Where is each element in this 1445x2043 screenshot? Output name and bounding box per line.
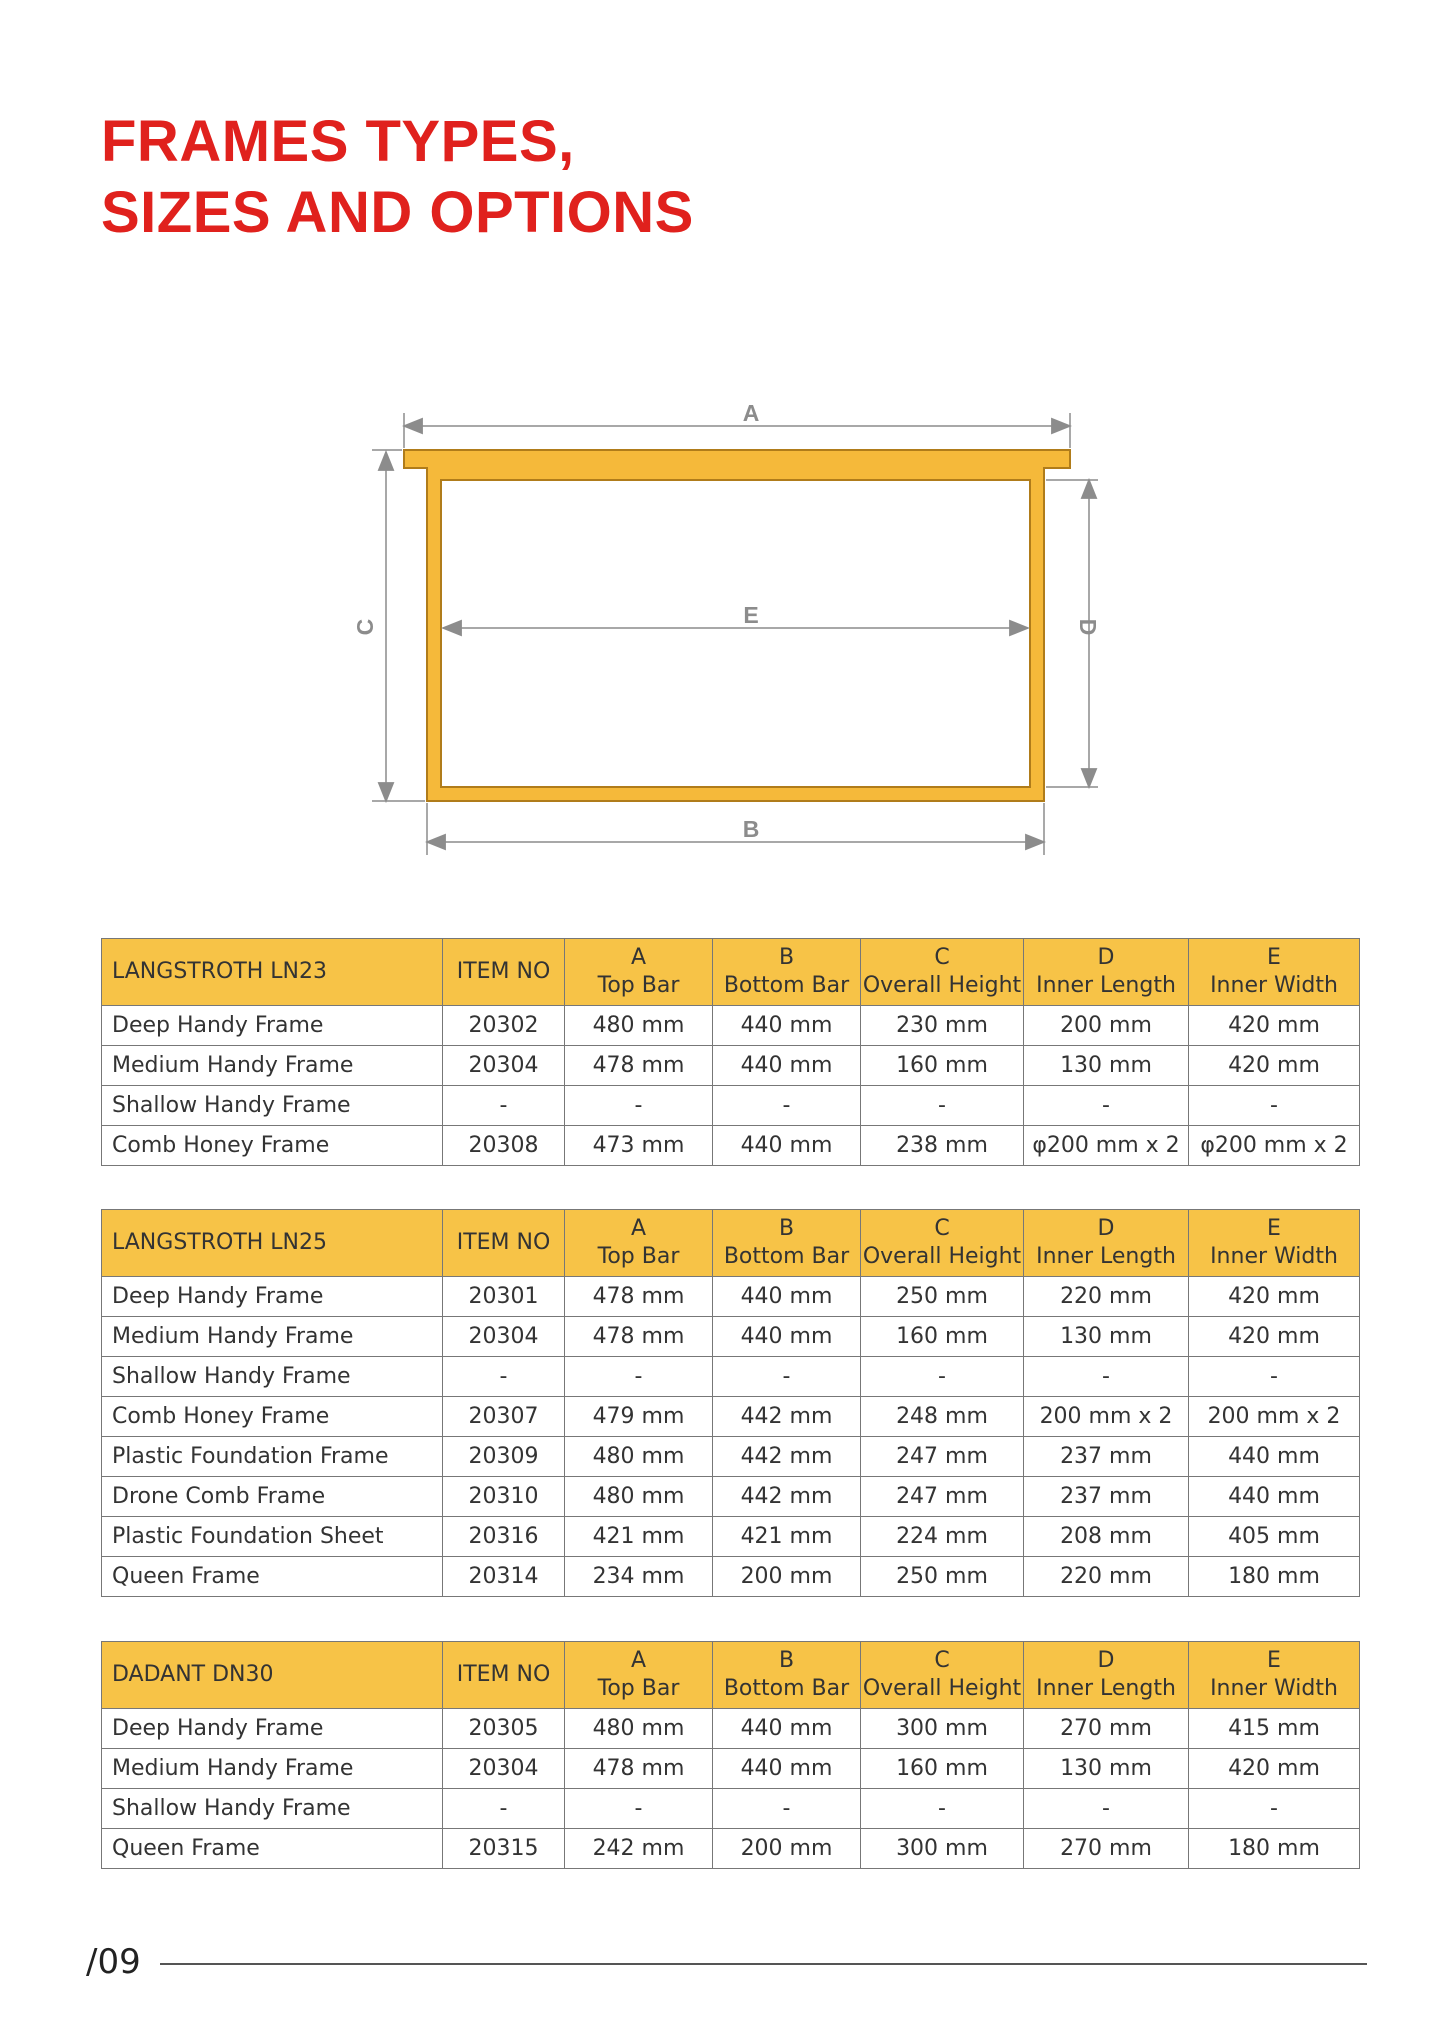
- title-line-2: SIZES AND OPTIONS: [101, 180, 694, 245]
- header-label: Bottom Bar: [723, 1676, 850, 1701]
- inner-length-header: [1024, 939, 1189, 1006]
- item-no-cell: 20314: [443, 1557, 565, 1597]
- top-bar-cell: -: [565, 1086, 713, 1126]
- spec-table-dn30: [101, 1641, 1360, 1869]
- top-bar-cell: 480 mm: [565, 1477, 713, 1517]
- overall-height-header: [861, 939, 1024, 1006]
- inner-length-header: [1024, 1642, 1189, 1709]
- header-label: Inner Length: [1036, 1244, 1176, 1269]
- table-row: [102, 1397, 1360, 1437]
- overall-height-cell: -: [861, 1789, 1024, 1829]
- header-label: Inner Length: [1036, 973, 1176, 998]
- bottom-bar-header: [713, 1210, 861, 1277]
- bottom-bar-cell: 200 mm: [713, 1557, 861, 1597]
- top-bar-cell: 479 mm: [565, 1397, 713, 1437]
- inner-width-cell: 405 mm: [1189, 1517, 1360, 1557]
- inner-length-cell: 208 mm: [1024, 1517, 1189, 1557]
- inner-width-cell: φ200 mm x 2: [1189, 1126, 1360, 1166]
- group-title: LANGSTROTH LN25: [102, 1210, 443, 1277]
- header-letter: D: [1097, 1216, 1115, 1241]
- footer-divider: [160, 1963, 1367, 1965]
- inner-length-cell: 220 mm: [1024, 1277, 1189, 1317]
- item-no-cell: 20304: [443, 1046, 565, 1086]
- top-bar-cell: 480 mm: [565, 1437, 713, 1477]
- overall-height-cell: 250 mm: [861, 1277, 1024, 1317]
- item-no-cell: -: [443, 1357, 565, 1397]
- inner-length-cell: 130 mm: [1024, 1749, 1189, 1789]
- top-bar-cell: 478 mm: [565, 1749, 713, 1789]
- spec-table-ln23: [101, 938, 1360, 1166]
- bottom-bar-cell: 442 mm: [713, 1397, 861, 1437]
- item-no-cell: 20310: [443, 1477, 565, 1517]
- overall-height-cell: 238 mm: [861, 1126, 1024, 1166]
- bottom-bar-cell: -: [713, 1789, 861, 1829]
- header-letter: E: [1267, 1216, 1281, 1241]
- inner-length-cell: 130 mm: [1024, 1046, 1189, 1086]
- item-no-cell: -: [443, 1789, 565, 1829]
- table-row: [102, 1517, 1360, 1557]
- bottom-bar-cell: 440 mm: [713, 1317, 861, 1357]
- inner-length-cell: -: [1024, 1357, 1189, 1397]
- header-label: Top Bar: [597, 1676, 680, 1701]
- frame-name-cell: Plastic Foundation Sheet: [102, 1517, 443, 1557]
- inner-width-cell: 180 mm: [1189, 1829, 1360, 1869]
- label-c: C: [352, 618, 378, 636]
- frame-name-cell: Drone Comb Frame: [102, 1477, 443, 1517]
- group-title: DADANT DN30: [102, 1642, 443, 1709]
- header-letter: A: [630, 1648, 647, 1673]
- label-e: E: [743, 602, 759, 628]
- frame-dimension-diagram: [0, 0, 1445, 900]
- bottom-bar-header: [713, 939, 861, 1006]
- table-row: [102, 1829, 1360, 1869]
- item-no-header: ITEM NO: [443, 1210, 565, 1277]
- header-letter: A: [630, 1216, 647, 1241]
- inner-width-cell: 420 mm: [1189, 1046, 1360, 1086]
- frame-name-cell: Shallow Handy Frame: [102, 1789, 443, 1829]
- overall-height-header: [861, 1642, 1024, 1709]
- frame-name-cell: Deep Handy Frame: [102, 1277, 443, 1317]
- top-bar-cell: 478 mm: [565, 1277, 713, 1317]
- inner-length-cell: 130 mm: [1024, 1317, 1189, 1357]
- frame-name-cell: Shallow Handy Frame: [102, 1357, 443, 1397]
- inner-width-header: [1189, 1210, 1360, 1277]
- frame-name-cell: Medium Handy Frame: [102, 1317, 443, 1357]
- frame-name-cell: Shallow Handy Frame: [102, 1086, 443, 1126]
- inner-length-cell: -: [1024, 1789, 1189, 1829]
- inner-length-cell: 270 mm: [1024, 1829, 1189, 1869]
- top-bar-cell: 480 mm: [565, 1006, 713, 1046]
- item-no-cell: -: [443, 1086, 565, 1126]
- title-line-1: FRAMES TYPES,: [101, 109, 575, 174]
- top-bar-cell: 473 mm: [565, 1126, 713, 1166]
- overall-height-cell: 224 mm: [861, 1517, 1024, 1557]
- inner-length-cell: 220 mm: [1024, 1557, 1189, 1597]
- header-letter: C: [934, 945, 950, 970]
- item-no-cell: 20302: [443, 1006, 565, 1046]
- bottom-bar-cell: 440 mm: [713, 1277, 861, 1317]
- bottom-bar-cell: 442 mm: [713, 1437, 861, 1477]
- bottom-bar-cell: 440 mm: [713, 1709, 861, 1749]
- header-label: Inner Width: [1210, 973, 1338, 998]
- header-letter: D: [1097, 1648, 1115, 1673]
- inner-width-cell: 420 mm: [1189, 1749, 1360, 1789]
- top-bar-cell: 234 mm: [565, 1557, 713, 1597]
- header-letter: A: [630, 945, 647, 970]
- header-label: Top Bar: [597, 1244, 680, 1269]
- inner-length-cell: 200 mm: [1024, 1006, 1189, 1046]
- page-number: /09: [86, 1942, 141, 1982]
- overall-height-cell: 230 mm: [861, 1006, 1024, 1046]
- inner-width-cell: 420 mm: [1189, 1006, 1360, 1046]
- header-label: Inner Width: [1210, 1676, 1338, 1701]
- inner-width-cell: 415 mm: [1189, 1709, 1360, 1749]
- table-header-row: [102, 939, 1360, 1006]
- label-a: A: [742, 400, 760, 426]
- table-row: [102, 1557, 1360, 1597]
- header-letter: C: [934, 1216, 950, 1241]
- top-bar-header: [565, 1210, 713, 1277]
- inner-width-cell: 420 mm: [1189, 1277, 1360, 1317]
- top-bar-cell: 478 mm: [565, 1046, 713, 1086]
- frame-shape: [404, 450, 1070, 801]
- inner-length-header: [1024, 1210, 1189, 1277]
- item-no-header: ITEM NO: [443, 939, 565, 1006]
- table-row: [102, 1437, 1360, 1477]
- inner-length-cell: 237 mm: [1024, 1477, 1189, 1517]
- table-row: [102, 1789, 1360, 1829]
- item-no-cell: 20316: [443, 1517, 565, 1557]
- header-label: Bottom Bar: [723, 973, 850, 998]
- inner-length-cell: -: [1024, 1086, 1189, 1126]
- inner-width-header: [1189, 939, 1360, 1006]
- header-letter: B: [778, 1216, 795, 1241]
- overall-height-cell: 250 mm: [861, 1557, 1024, 1597]
- header-label: Overall Height: [862, 1244, 1022, 1269]
- table-row: [102, 1357, 1360, 1397]
- table-row: [102, 1749, 1360, 1789]
- bottom-bar-cell: 200 mm: [713, 1829, 861, 1869]
- inner-length-cell: 200 mm x 2: [1024, 1397, 1189, 1437]
- header-label: Overall Height: [862, 1676, 1022, 1701]
- frame-name-cell: Plastic Foundation Frame: [102, 1437, 443, 1477]
- bottom-bar-cell: 440 mm: [713, 1006, 861, 1046]
- overall-height-cell: 247 mm: [861, 1437, 1024, 1477]
- top-bar-cell: 478 mm: [565, 1317, 713, 1357]
- frame-name-cell: Medium Handy Frame: [102, 1749, 443, 1789]
- header-label: Overall Height: [862, 973, 1022, 998]
- inner-width-cell: -: [1189, 1789, 1360, 1829]
- bottom-bar-header: [713, 1642, 861, 1709]
- item-no-cell: 20307: [443, 1397, 565, 1437]
- inner-width-cell: 200 mm x 2: [1189, 1397, 1360, 1437]
- overall-height-cell: 300 mm: [861, 1829, 1024, 1869]
- top-bar-header: [565, 939, 713, 1006]
- inner-length-cell: 270 mm: [1024, 1709, 1189, 1749]
- inner-width-cell: 440 mm: [1189, 1437, 1360, 1477]
- table-row: [102, 1317, 1360, 1357]
- header-letter: E: [1267, 945, 1281, 970]
- header-letter: B: [778, 945, 795, 970]
- table-row: [102, 1277, 1360, 1317]
- overall-height-cell: -: [861, 1357, 1024, 1397]
- bottom-bar-cell: 421 mm: [713, 1517, 861, 1557]
- top-bar-cell: -: [565, 1357, 713, 1397]
- bottom-bar-cell: 440 mm: [713, 1046, 861, 1086]
- item-no-cell: 20315: [443, 1829, 565, 1869]
- overall-height-cell: 300 mm: [861, 1709, 1024, 1749]
- bottom-bar-cell: -: [713, 1086, 861, 1126]
- frame-name-cell: Deep Handy Frame: [102, 1006, 443, 1046]
- bottom-bar-cell: 440 mm: [713, 1126, 861, 1166]
- table-row: [102, 1709, 1360, 1749]
- table-header-row: [102, 1642, 1360, 1709]
- overall-height-cell: -: [861, 1086, 1024, 1126]
- header-letter: D: [1097, 945, 1115, 970]
- frame-name-cell: Deep Handy Frame: [102, 1709, 443, 1749]
- header-letter: B: [778, 1648, 795, 1673]
- inner-width-cell: 420 mm: [1189, 1317, 1360, 1357]
- label-d: D: [1075, 618, 1101, 636]
- item-no-cell: 20309: [443, 1437, 565, 1477]
- top-bar-header: [565, 1642, 713, 1709]
- top-bar-cell: 242 mm: [565, 1829, 713, 1869]
- inner-length-cell: 237 mm: [1024, 1437, 1189, 1477]
- item-no-cell: 20305: [443, 1709, 565, 1749]
- table-header-row: [102, 1210, 1360, 1277]
- bottom-bar-cell: -: [713, 1357, 861, 1397]
- inner-width-cell: 180 mm: [1189, 1557, 1360, 1597]
- top-bar-cell: 480 mm: [565, 1709, 713, 1749]
- label-b: B: [742, 816, 760, 842]
- spec-table-ln25: [101, 1209, 1360, 1597]
- header-label: Top Bar: [597, 973, 680, 998]
- overall-height-cell: 247 mm: [861, 1477, 1024, 1517]
- bottom-bar-cell: 440 mm: [713, 1749, 861, 1789]
- item-no-cell: 20301: [443, 1277, 565, 1317]
- top-bar-cell: 421 mm: [565, 1517, 713, 1557]
- table-row: [102, 1126, 1360, 1166]
- table-row: [102, 1477, 1360, 1517]
- overall-height-cell: 248 mm: [861, 1397, 1024, 1437]
- header-letter: E: [1267, 1648, 1281, 1673]
- item-no-cell: 20304: [443, 1749, 565, 1789]
- frame-name-cell: Comb Honey Frame: [102, 1397, 443, 1437]
- frame-name-cell: Medium Handy Frame: [102, 1046, 443, 1086]
- inner-width-header: [1189, 1642, 1360, 1709]
- table-row: [102, 1006, 1360, 1046]
- overall-height-cell: 160 mm: [861, 1749, 1024, 1789]
- group-title: LANGSTROTH LN23: [102, 939, 443, 1006]
- header-label: Inner Length: [1036, 1676, 1176, 1701]
- header-letter: C: [934, 1648, 950, 1673]
- header-label: Inner Width: [1210, 1244, 1338, 1269]
- frame-name-cell: Comb Honey Frame: [102, 1126, 443, 1166]
- inner-length-cell: φ200 mm x 2: [1024, 1126, 1189, 1166]
- inner-width-cell: -: [1189, 1357, 1360, 1397]
- bottom-bar-cell: 442 mm: [713, 1477, 861, 1517]
- header-label: Bottom Bar: [723, 1244, 850, 1269]
- frame-name-cell: Queen Frame: [102, 1829, 443, 1869]
- item-no-cell: 20308: [443, 1126, 565, 1166]
- overall-height-cell: 160 mm: [861, 1046, 1024, 1086]
- top-bar-cell: -: [565, 1789, 713, 1829]
- table-row: [102, 1086, 1360, 1126]
- table-row: [102, 1046, 1360, 1086]
- inner-width-cell: -: [1189, 1086, 1360, 1126]
- overall-height-header: [861, 1210, 1024, 1277]
- overall-height-cell: 160 mm: [861, 1317, 1024, 1357]
- item-no-cell: 20304: [443, 1317, 565, 1357]
- item-no-header: ITEM NO: [443, 1642, 565, 1709]
- frame-name-cell: Queen Frame: [102, 1557, 443, 1597]
- inner-width-cell: 440 mm: [1189, 1477, 1360, 1517]
